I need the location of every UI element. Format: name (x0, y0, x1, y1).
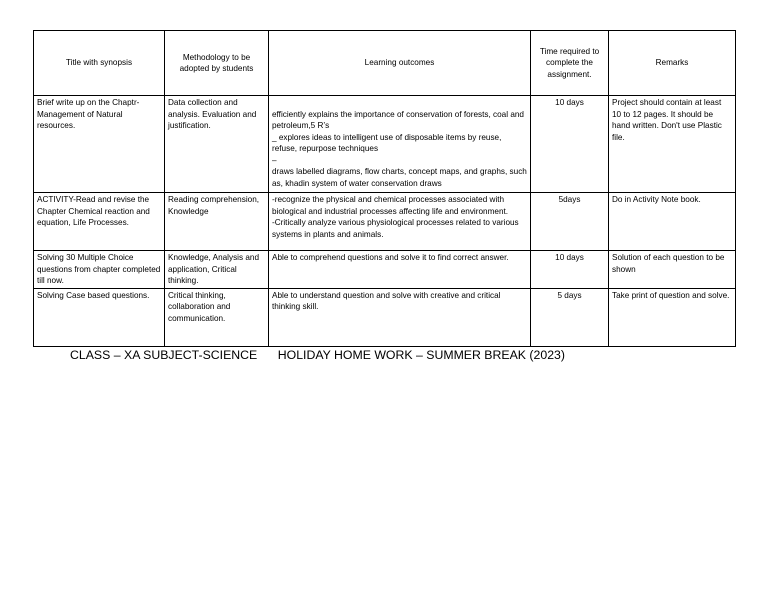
row-title: ACTIVITY-Read and revise the Chapter Chemical reaction and equation, Life Processes. (34, 193, 165, 251)
row-title: Solving Case based questions. (34, 288, 165, 346)
outcome-line: _ explores ideas to intelligent use of disposable items by reuse, refuse, repurpose techniques (272, 132, 502, 153)
homework-table (33, 30, 736, 347)
row-outcomes (269, 193, 531, 251)
row-time: 10 days (531, 251, 609, 289)
outcome-line: efficiently explains the importance of conservation of forests, coal and petroleum,5 R’s (272, 109, 524, 130)
outcome-line: -Critically analyze various physiological processes related to various systems in plants and animals. (272, 218, 519, 239)
row-title: Solving 30 Multiple Choice questions from chapter completed till now. (34, 251, 165, 289)
document-caption: CLASS – XA SUBJECT-SCIENCE HOLIDAY HOME WORK – SUMMER BREAK (2023) (70, 348, 565, 362)
outcome-line: Able to comprehend questions and solve it to find correct answer. (272, 253, 509, 262)
header-time-required: Time required to complete the assignment. (531, 31, 609, 96)
row-outcomes (269, 96, 531, 193)
row-methodology: Data collection and analysis. Evaluation and justification. (165, 96, 269, 193)
outcome-line: -recognize the physical and chemical processes associated with biological and industrial processes affecting life and environment. (272, 195, 509, 216)
table-row (34, 193, 736, 251)
row-outcomes (269, 251, 531, 289)
row-methodology: Knowledge, Analysis and application, Critical thinking. (165, 251, 269, 289)
table-row (34, 251, 736, 289)
row-remarks: Solution of each question to be shown (609, 251, 736, 289)
table-header-row (34, 31, 736, 96)
header-methodology: Methodology to be adopted by students (165, 31, 269, 96)
outcome-line: – (272, 155, 277, 165)
outcome-line: draws labelled diagrams, flow charts, concept maps, and graphs, such as, khadin system of water conservation draws (272, 167, 527, 188)
row-title: Brief write up on the Chaptr-Management of Natural resources. (34, 96, 165, 193)
row-outcomes (269, 288, 531, 346)
row-methodology: Critical thinking, collaboration and communication. (165, 288, 269, 346)
row-methodology: Reading comprehension, Knowledge (165, 193, 269, 251)
header-remarks: Remarks (609, 31, 736, 96)
row-remarks: Do in Activity Note book. (609, 193, 736, 251)
row-remarks: Take print of question and solve. (609, 288, 736, 346)
header-learning-outcomes: Learning outcomes (269, 31, 531, 96)
row-time: 10 days (531, 96, 609, 193)
row-time: 5 days (531, 288, 609, 346)
row-time: 5days (531, 193, 609, 251)
header-title: Title with synopsis (34, 31, 165, 96)
outcome-line (272, 97, 527, 109)
row-remarks: Project should contain at least 10 to 12 pages. It should be hand written. Don't use Plastic file. (609, 96, 736, 193)
table-row (34, 96, 736, 193)
table-row (34, 288, 736, 346)
outcome-line: Able to understand question and solve with creative and critical thinking skill. (272, 290, 501, 311)
